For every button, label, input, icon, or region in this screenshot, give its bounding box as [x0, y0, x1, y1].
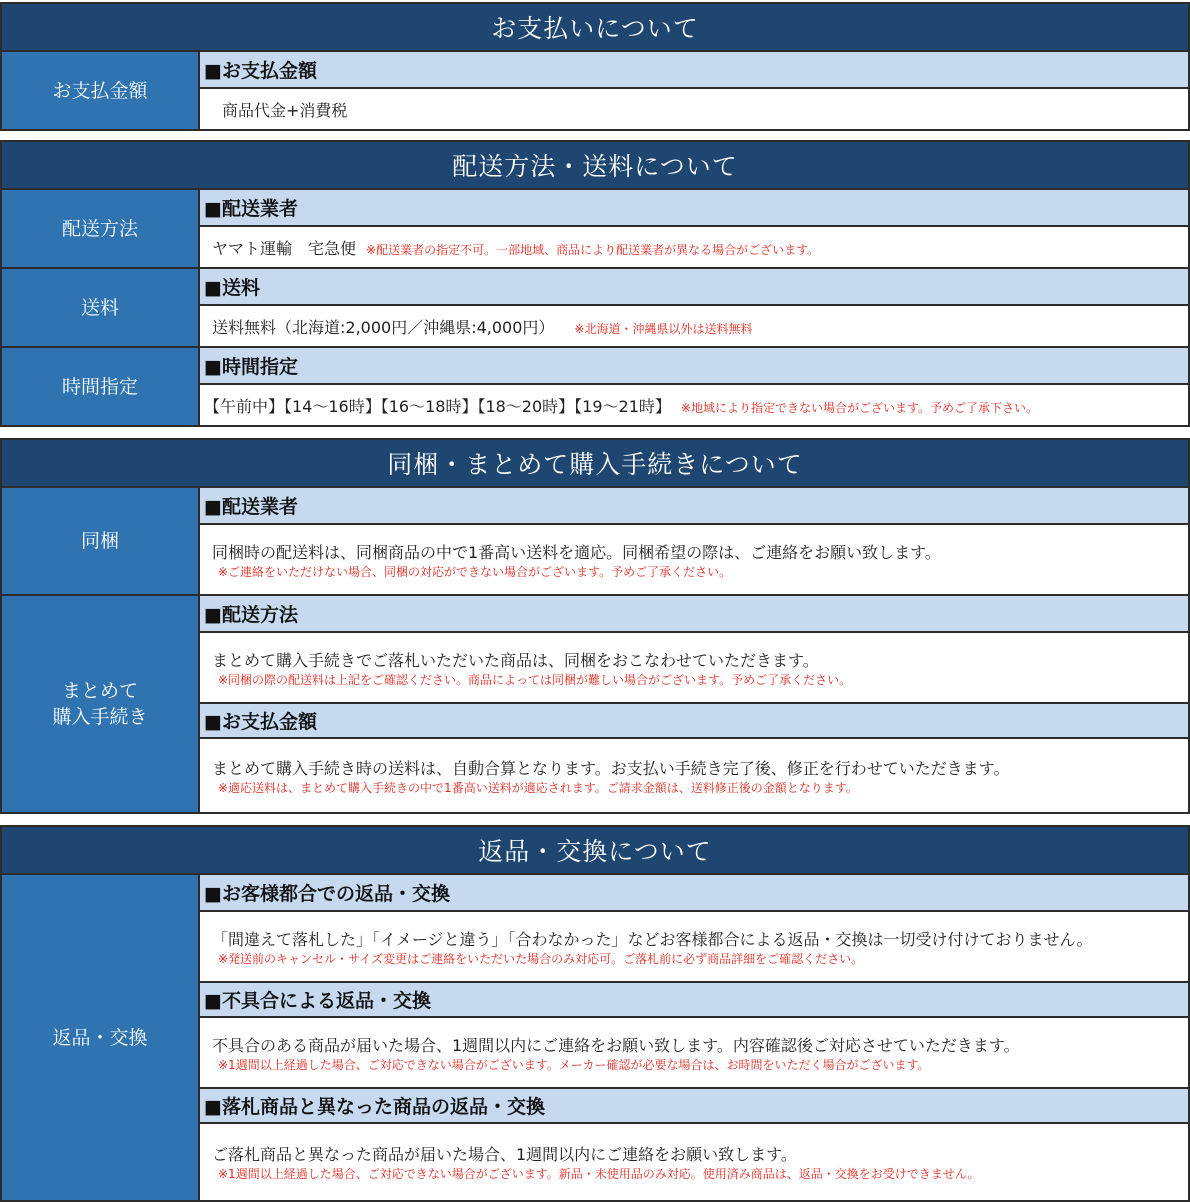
payment-section: [0, 2, 1190, 131]
bundle-combine-note: ※ご連絡をいただけない場合、同梱の対応ができない場合がございます。予めご了承ください。: [218, 564, 732, 579]
returns-heading-2: ■不具合による返品・交換: [200, 981, 1188, 1018]
shipping-time-body: [200, 385, 1188, 425]
returns-label: 返品・交換: [2, 875, 200, 1200]
shipping-carrier-note: ※配送業者の指定不可。一部地域、商品により配送業者が異なる場合がございます。: [366, 242, 820, 257]
bundle-combine-content: [200, 488, 1188, 594]
payment-content: [200, 52, 1188, 129]
payment-row: [2, 50, 1188, 129]
returns-row: [2, 873, 1188, 1200]
bundle-multi-label-line2: 購入手続き: [52, 706, 148, 728]
bundle-multi-content: [200, 596, 1188, 812]
bundle-combine-body: [200, 525, 1188, 594]
bundle-multi-body-1: [200, 633, 1188, 702]
bundle-multi-body-2: [200, 739, 1188, 812]
shipping-carrier-text: ヤマト運輸 宅急便: [212, 238, 357, 258]
bundle-multi-note-2: ※適応送料は、まとめて購入手続きの中で1番高い送料が適応されます。ご請求金額は、送料修正後の金額となります。: [218, 780, 858, 795]
bundle-combine-label: 同梱: [2, 488, 200, 594]
bundle-section-title: 同梱・まとめて購入手続きについて: [2, 440, 1188, 486]
shipping-row-fee: [2, 267, 1188, 346]
bundle-multi-note-1: ※同梱の際の配送料は上記をご確認ください。商品によっては同梱が難しい場合がございます。予めご了承ください。: [218, 672, 852, 687]
payment-heading: ■お支払金額: [200, 52, 1188, 89]
shipping-fee-note: ※北海道・沖縄県以外は送料無料: [574, 321, 753, 336]
returns-note-2: ※1週間以上経過した場合、ご対応できない場合がございます。メーカー確認が必要な場合は、お時間をいただく場合がございます。: [218, 1057, 930, 1072]
shipping-carrier-content: [200, 190, 1188, 267]
shipping-carrier-label: 配送方法: [2, 190, 200, 267]
shipping-row-time: [2, 346, 1188, 425]
returns-body-2: [200, 1018, 1188, 1087]
shipping-fee-content: [200, 269, 1188, 346]
returns-section-title: 返品・交換について: [2, 827, 1188, 873]
returns-heading-3: ■落札商品と異なった商品の返品・交換: [200, 1087, 1188, 1124]
shipping-carrier-line: [212, 236, 1188, 259]
shipping-time-text: 【午前中】【14〜16時】【16〜18時】【18〜20時】【19〜21時】: [204, 396, 671, 416]
payment-section-title: お支払いについて: [2, 4, 1188, 50]
shipping-fee-label: 送料: [2, 269, 200, 346]
shipping-carrier-body: [200, 227, 1188, 267]
bundle-section: [0, 438, 1190, 814]
bundle-combine-heading: ■配送業者: [200, 488, 1188, 525]
shipping-fee-body: [200, 306, 1188, 346]
shipping-section-title: 配送方法・送料について: [2, 142, 1188, 188]
payment-body: [200, 89, 1188, 129]
shipping-section: [0, 140, 1190, 427]
shipping-carrier-heading: ■配送業者: [200, 190, 1188, 227]
returns-text-1: 「間違えて落札した」「イメージと違う」「合わなかった」などお客様都合による返品・交換は一切受け付けておりません。: [212, 929, 1093, 949]
shipping-time-heading: ■時間指定: [200, 348, 1188, 385]
shipping-time-line: [204, 394, 1188, 417]
returns-note-1: ※発送前のキャンセル・サイズ変更はご連絡をいただいた場合のみ対応可。ご落札前に必ず商品詳細をご確認ください。: [218, 951, 864, 966]
shipping-fee-line: [212, 315, 1188, 338]
returns-text-3: ご落札商品と異なった商品が届いた場合、1週間以内にご連絡をお願い致します。: [212, 1145, 797, 1164]
bundle-multi-label: [2, 596, 200, 812]
shipping-time-note: ※地域により指定できない場合がございます。予めご了承下さい。: [680, 400, 1038, 415]
returns-section: [0, 825, 1190, 1202]
bundle-multi-heading-1: ■配送方法: [200, 596, 1188, 633]
bundle-multi-heading-2: ■お支払金額: [200, 702, 1188, 739]
bundle-row-multi: [2, 594, 1188, 812]
shipping-time-content: [200, 348, 1188, 425]
bundle-multi-text-1: まとめて購入手続きでご落札いただいた商品は、同梱をおこなわせていただきます。: [212, 650, 819, 670]
shipping-row-carrier: [2, 188, 1188, 267]
returns-content: [200, 875, 1188, 1200]
returns-heading-1: ■お客様都合での返品・交換: [200, 875, 1188, 912]
returns-text-2: 不具合のある商品が届いた場合、1週間以内にご連絡をお願い致します。内容確認後ご対応させていただきます。: [212, 1035, 1020, 1055]
shipping-fee-text: 送料無料（北海道:2,000円／沖縄県:4,000円）: [212, 317, 555, 337]
returns-body-3: [200, 1124, 1188, 1200]
bundle-multi-label-line1: まとめて: [61, 680, 138, 702]
bundle-multi-text-2: まとめて購入手続き時の送料は、自動合算となります。お支払い手続き完了後、修正を行わせていただきます。: [212, 758, 1010, 778]
returns-body-1: [200, 912, 1188, 981]
payment-text: 商品代金+消費税: [222, 100, 348, 120]
shipping-time-label: 時間指定: [2, 348, 200, 425]
bundle-row-combine: [2, 486, 1188, 594]
payment-label: お支払金額: [2, 52, 200, 129]
bundle-combine-text: 同梱時の配送料は、同梱商品の中で1番高い送料を適応。同梱希望の際は、ご連絡をお願い致します。: [212, 542, 941, 562]
returns-note-3: ※1週間以上経過した場合、ご対応できない場合がございます。新品・未使用品のみ対応。使用済み商品は、返品・交換をお受けできません。: [218, 1167, 980, 1181]
shipping-fee-heading: ■送料: [200, 269, 1188, 306]
